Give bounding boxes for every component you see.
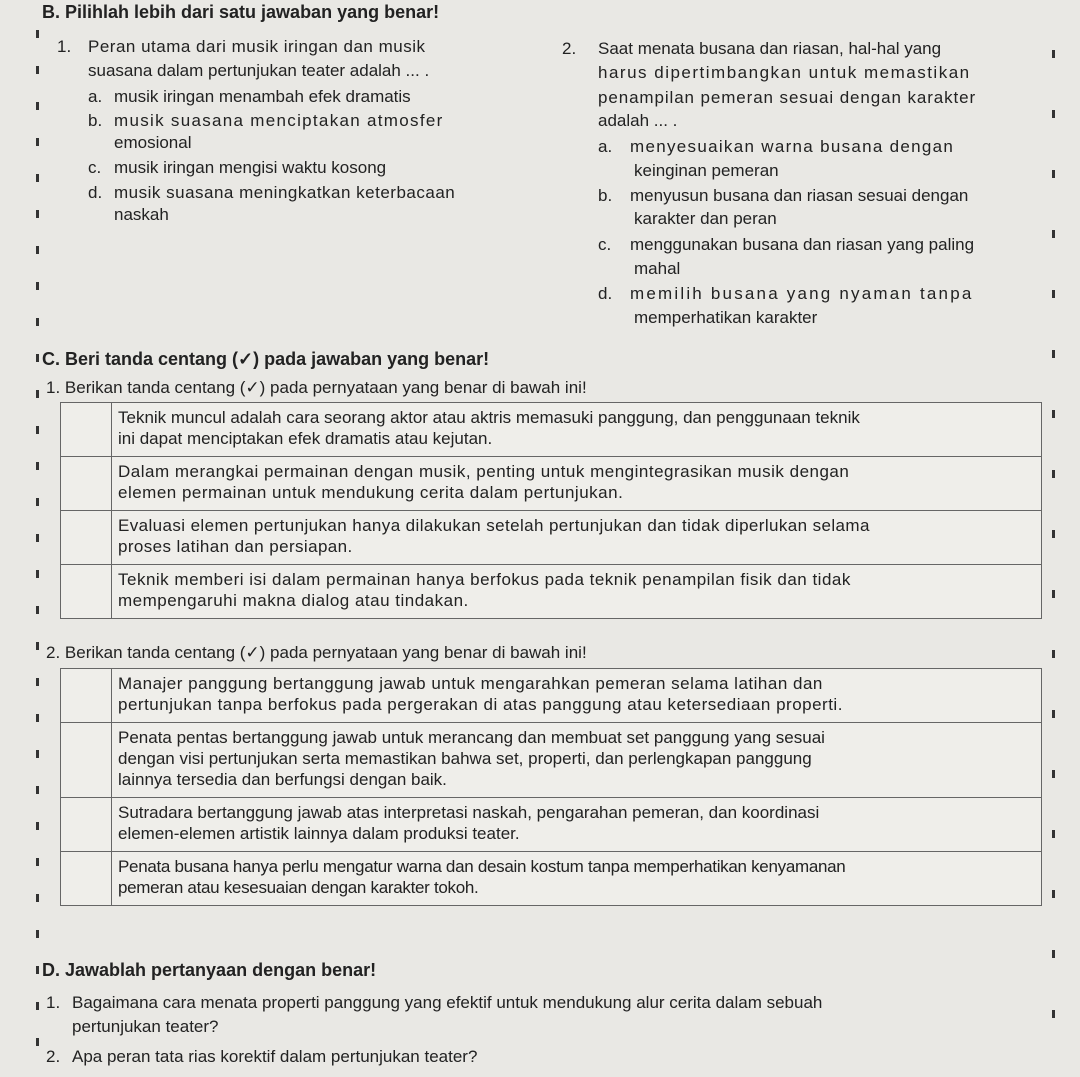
statement-line: dengan visi pertunjukan serta memastikan bahwa set, properti, dan perlengkapan panggung <box>118 749 812 768</box>
option-text: musik suasana menciptakan atmosfer <box>114 111 444 130</box>
table-row <box>61 565 1042 619</box>
table-row <box>61 511 1042 565</box>
option-text: musik iringan menambah efek dramatis <box>114 87 411 106</box>
option-label: b. <box>598 186 613 205</box>
statement-line: ini dapat menciptakan efek dramatis atau kejutan. <box>118 429 493 448</box>
section-d-heading: D. Jawablah pertanyaan dengan benar! <box>42 960 377 980</box>
option-label: a. <box>88 87 103 106</box>
statement-cell <box>112 798 1042 852</box>
statement-line: Penata busana hanya perlu mengatur warna dan desain kostum tanpa memperhatikan kenyamanan <box>118 857 846 876</box>
statement-cell <box>112 457 1042 511</box>
statement-line: elemen-elemen artistik lainnya dalam produksi teater. <box>118 824 520 843</box>
option-text: menyesuaikan warna busana dengan <box>630 137 955 156</box>
statement-line: Sutradara bertanggung jawab atas interpretasi naskah, pengarahan pemeran, dan koordinasi <box>118 803 820 822</box>
binding-marks-right <box>1052 30 1055 1070</box>
table-row <box>61 723 1042 798</box>
question-number: 2. <box>562 39 577 58</box>
checkbox-cell[interactable] <box>61 798 112 852</box>
statement-line: Teknik muncul adalah cara seorang aktor atau aktris memasuki panggung, dan penggunaan teknik <box>118 408 860 427</box>
section-c-q2-instruction: 2. Berikan tanda centang (✓) pada pernyataan yang benar di bawah ini! <box>46 643 587 662</box>
statement-line: pemeran atau kesesuaian dengan karakter tokoh. <box>118 878 479 897</box>
section-c-heading: C. Beri tanda centang (✓) pada jawaban yang benar! <box>42 349 490 369</box>
statement-line: proses latihan dan persiapan. <box>118 537 353 556</box>
checkbox-cell[interactable] <box>61 669 112 723</box>
binding-marks-left <box>36 30 39 1070</box>
table-row <box>61 457 1042 511</box>
checkbox-cell[interactable] <box>61 565 112 619</box>
statement-line: Evaluasi elemen pertunjukan hanya dilakukan setelah pertunjukan dan tidak diperlukan selama <box>118 516 870 535</box>
statement-line: Manajer panggung bertanggung jawab untuk mengarahkan pemeran selama latihan dan <box>118 674 823 693</box>
statement-line: mempengaruhi makna dialog atau tindakan. <box>118 591 469 610</box>
table-row <box>61 403 1042 457</box>
statement-cell <box>112 511 1042 565</box>
table-row <box>61 669 1042 723</box>
statement-cell <box>112 403 1042 457</box>
option-label: a. <box>598 137 613 156</box>
table-row <box>61 798 1042 852</box>
option-text: keinginan pemeran <box>634 161 779 180</box>
option-label: d. <box>598 284 613 303</box>
question-stem-line: penampilan pemeran sesuai dengan karakter <box>598 88 977 107</box>
option-text: menyusun busana dan riasan sesuai dengan <box>630 186 969 205</box>
statement-cell <box>112 723 1042 798</box>
question-text: Apa peran tata rias korektif dalam pertunjukan teater? <box>72 1047 478 1066</box>
section-b-heading: B. Pilihlah lebih dari satu jawaban yang benar! <box>42 2 440 22</box>
question-number: 1. <box>46 993 61 1012</box>
question-number: 2. <box>46 1047 61 1066</box>
statement-line: lainnya tersedia dan berfungsi dengan baik. <box>118 770 447 789</box>
question-text: Bagaimana cara menata properti panggung yang efektif untuk mendukung alur cerita dalam sebuah <box>72 993 823 1012</box>
section-c-q2-checklist <box>60 668 1042 906</box>
question-stem-line: Saat menata busana dan riasan, hal-hal yang <box>598 39 942 58</box>
option-text: naskah <box>114 205 169 224</box>
checkbox-cell[interactable] <box>61 403 112 457</box>
question-stem-line: harus dipertimbangkan untuk memastikan <box>598 63 971 82</box>
statement-line: Dalam merangkai permainan dengan musik, penting untuk mengintegrasikan musik dengan <box>118 462 850 481</box>
option-text: emosional <box>114 133 192 152</box>
option-text: musik iringan mengisi waktu kosong <box>114 158 387 177</box>
question-stem-line: suasana dalam pertunjukan teater adalah ... . <box>88 61 430 80</box>
option-label: d. <box>88 183 103 202</box>
question-stem-line: Peran utama dari musik iringan dan musik <box>88 37 426 56</box>
option-text: memperhatikan karakter <box>634 308 818 327</box>
statement-cell <box>112 669 1042 723</box>
option-text: menggunakan busana dan riasan yang paling <box>630 235 975 254</box>
checkbox-cell[interactable] <box>61 457 112 511</box>
statement-cell <box>112 852 1042 906</box>
checkbox-cell[interactable] <box>61 852 112 906</box>
table-row <box>61 852 1042 906</box>
option-label: c. <box>88 158 102 177</box>
question-number: 1. <box>57 37 72 56</box>
question-stem-line: adalah ... . <box>598 111 678 130</box>
option-text: mahal <box>634 259 681 278</box>
option-text: memilih busana yang nyaman tanpa <box>630 284 974 303</box>
statement-line: Penata pentas bertanggung jawab untuk merancang dan membuat set panggung yang sesuai <box>118 728 825 747</box>
option-label: b. <box>88 111 103 130</box>
section-c-q1-checklist <box>60 402 1042 619</box>
question-text: pertunjukan teater? <box>72 1017 219 1036</box>
statement-cell <box>112 565 1042 619</box>
statement-line: Teknik memberi isi dalam permainan hanya berfokus pada teknik penampilan fisik dan tidak <box>118 570 851 589</box>
statement-line: pertunjukan tanpa berfokus pada pergerakan di atas panggung atau ketersediaan properti. <box>118 695 843 714</box>
checkbox-cell[interactable] <box>61 511 112 565</box>
section-c-q1-instruction: 1. Berikan tanda centang (✓) pada pernyataan yang benar di bawah ini! <box>46 378 587 397</box>
statement-line: elemen permainan untuk mendukung cerita dalam pertunjukan. <box>118 483 624 502</box>
option-text: musik suasana meningkatkan keterbacaan <box>114 183 456 202</box>
option-label: c. <box>598 235 612 254</box>
checkbox-cell[interactable] <box>61 723 112 798</box>
option-text: karakter dan peran <box>634 209 777 228</box>
